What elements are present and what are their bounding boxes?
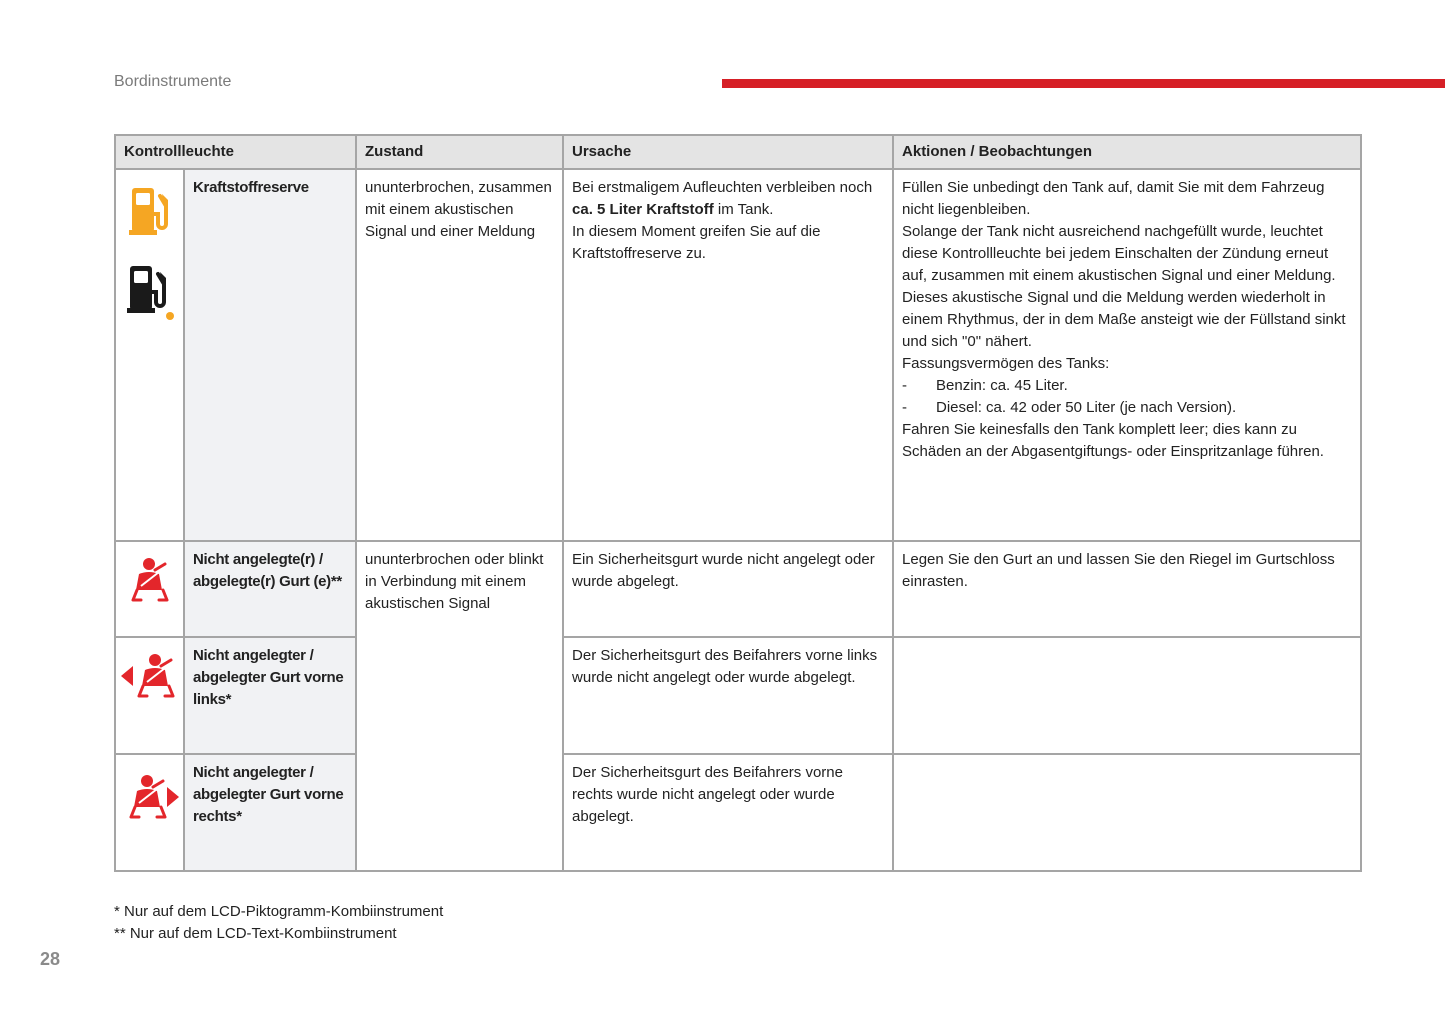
footnote: ** Nur auf dem LCD-Text-Kombiinstrument [114,925,397,942]
seatbelt-front-left-icon [119,652,181,702]
ursache-cell: Der Sicherheitsgurt des Beifahrers vorne links wurde nicht angelegt oder wurde abgelegt. [563,637,893,754]
warning-lamps-table [114,134,1362,872]
aktionen-cell: Legen Sie den Gurt an und lassen Sie den Riegel im Gurtschloss einrasten. [893,541,1361,637]
table-header-row [115,135,1361,169]
table-row [115,541,1361,637]
ursache-text: In diesem Moment greifen Sie auf die Kraftstoffreserve zu. [572,223,821,262]
column-header-ursache: Ursache [563,135,893,169]
seatbelt-icon [125,556,175,606]
page-number: 28 [40,949,61,969]
fuel-pump-with-dot-icon [126,262,174,322]
section-title: Bordinstrumente [114,73,232,90]
lamp-name: Nicht angelegte(r) / abgelegte(r) Gurt (e)** [184,541,356,637]
lamp-name: Nicht angelegter / abgelegter Gurt vorne links* [184,637,356,754]
header-accent-bar [722,79,1445,88]
aktionen-cell [893,169,1361,541]
ursache-cell: Der Sicherheitsgurt des Beifahrers vorne rechts wurde nicht angelegt oder wurde abgelegt. [563,754,893,871]
fuel-pump-icon [126,184,174,240]
aktionen-paragraph: Fahren Sie keinesfalls den Tank komplett leer; dies kann zu Schäden an der Abgasentgiftungs- oder Einspritzanlage führen. [902,421,1324,460]
table-row [115,169,1361,541]
table-row [115,637,1361,754]
ursache-cell: Ein Sicherheitsgurt wurde nicht angelegt oder wurde abgelegt. [563,541,893,637]
zustand-cell: ununterbrochen, zusammen mit einem akustischen Signal und einer Meldung [356,169,563,541]
ursache-emphasis: ca. 5 Liter Kraftstoff [572,201,714,218]
lamp-name: Nicht angelegter / abgelegter Gurt vorne rechts* [184,754,356,871]
ursache-text: Bei erstmaligem Aufleuchten verbleiben noch [572,179,873,196]
column-header-zustand: Zustand [356,135,563,169]
tank-capacity-item: - Diesel: ca. 42 oder 50 Liter (je nach Version). [902,399,1237,416]
lamp-name: Kraftstoffreserve [184,169,356,541]
icon-cell [115,637,184,754]
column-header-aktionen: Aktionen / Beobachtungen [893,135,1361,169]
ursache-text: im Tank. [713,201,774,218]
aktionen-paragraph: Dieses akustische Signal und die Meldung werden wiederholt in einem Rhythmus, der in dem Maße ansteigt wie der Füllstand sinkt und sich "0" nähert. [902,289,1346,350]
footnote: * Nur auf dem LCD-Piktogramm-Kombiinstrument [114,903,444,920]
ursache-cell [563,169,893,541]
zustand-cell: ununterbrochen oder blinkt in Verbindung mit einem akustischen Signal [356,541,563,871]
seatbelt-front-right-icon [119,773,181,823]
aktionen-cell [893,637,1361,754]
table-row [115,754,1361,871]
tank-capacity-item: - Benzin: ca. 45 Liter. [902,377,1068,394]
footnotes [114,901,443,945]
icon-cell [115,169,184,541]
aktionen-paragraph: Solange der Tank nicht ausreichend nachgefüllt wurde, leuchtet diese Kontrollleuchte bei jedem Einschalten der Zündung erneut auf, zusammen mit einem akustischen Signal und einer Meldung. [902,223,1336,284]
icon-cell [115,754,184,871]
aktionen-cell [893,754,1361,871]
aktionen-paragraph: Fassungsvermögen des Tanks: [902,355,1110,372]
column-header-kontrollleuchte: Kontrollleuchte [115,135,356,169]
icon-cell [115,541,184,637]
aktionen-paragraph: Füllen Sie unbedingt den Tank auf, damit Sie mit dem Fahrzeug nicht liegenbleiben. [902,179,1325,218]
